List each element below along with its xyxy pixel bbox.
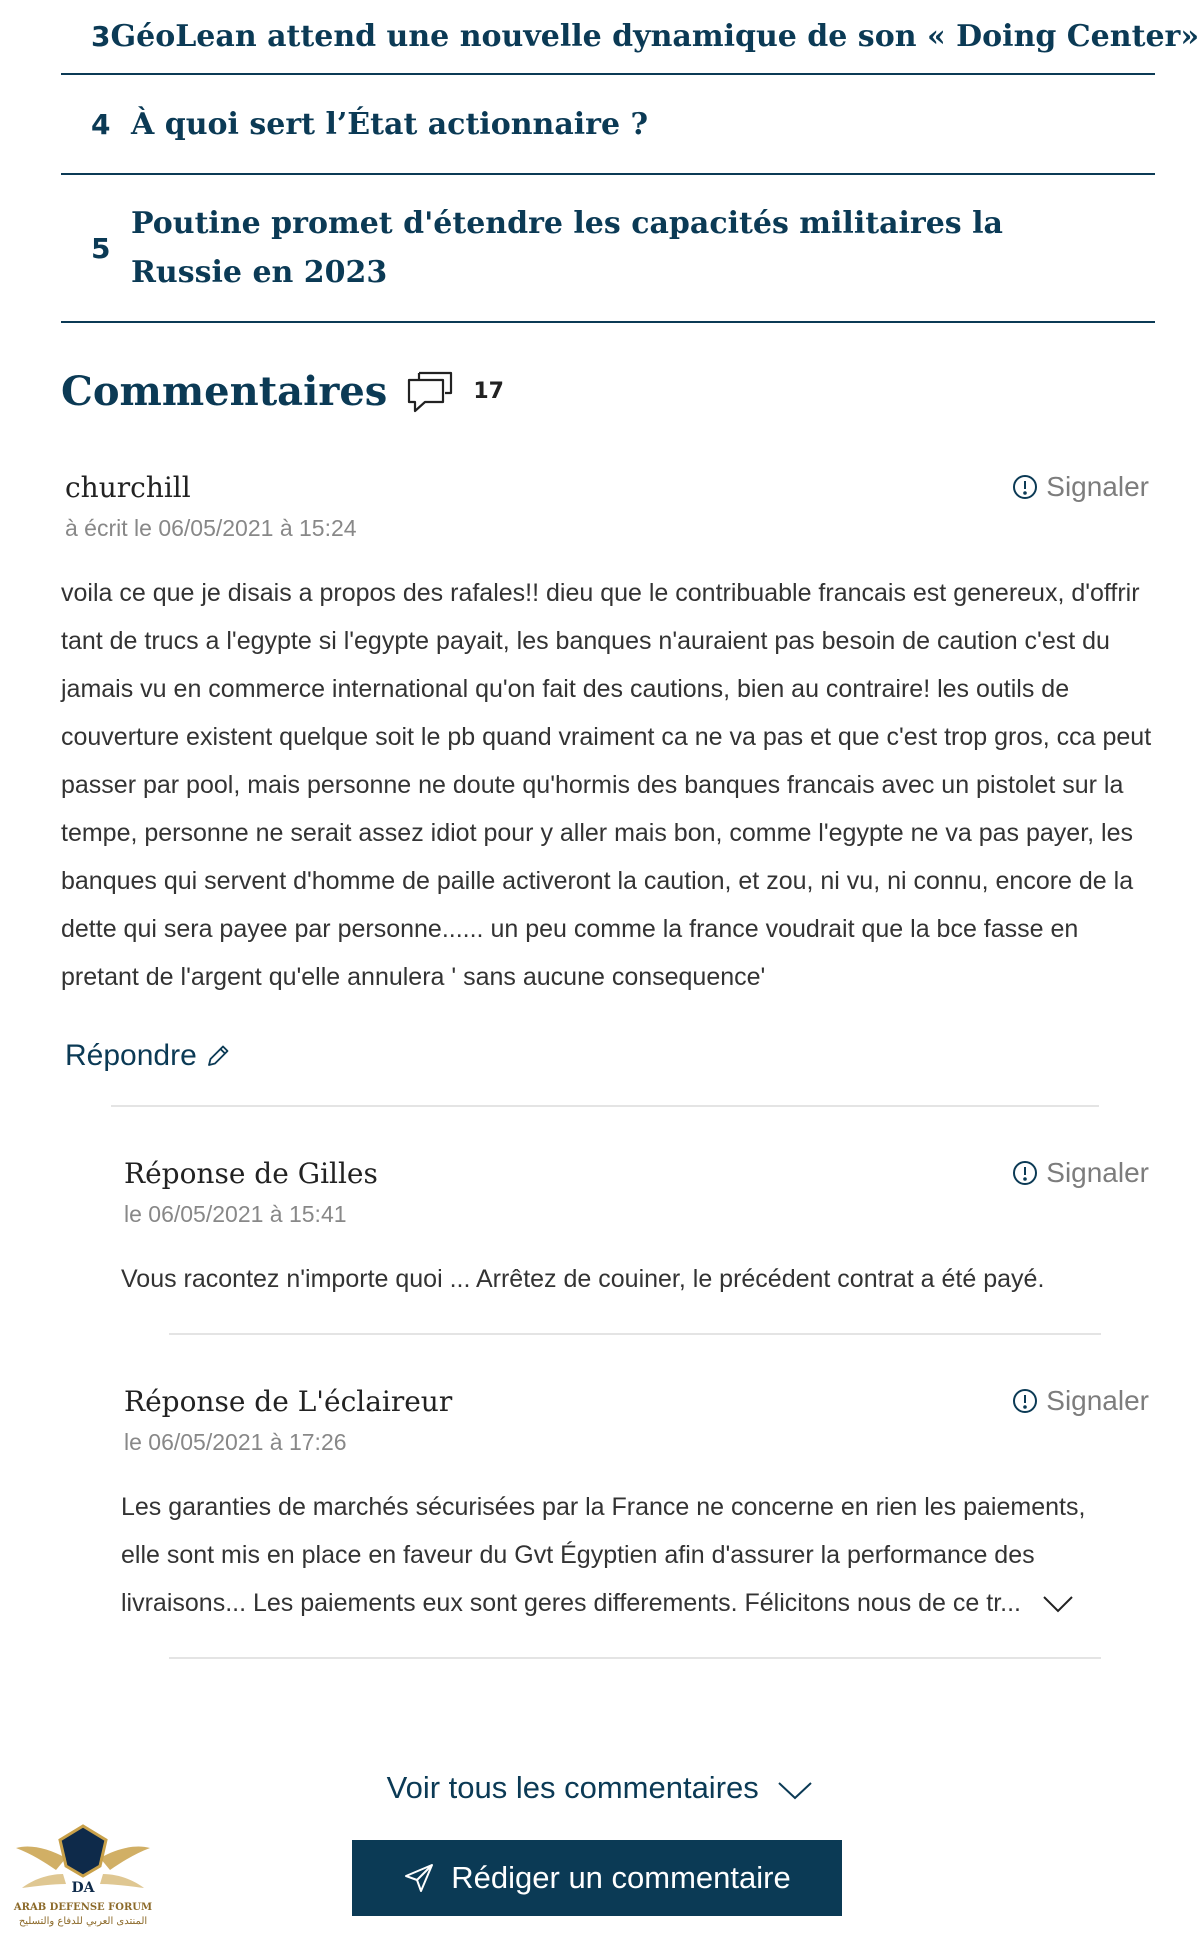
reply-comment [61, 1385, 1155, 1627]
logo-name: ARAB DEFENSE FORUM [13, 1902, 153, 1913]
alert-circle-icon [1012, 1388, 1038, 1414]
comments-header [61, 361, 1155, 421]
comment-date: le 06/05/2021 à 15:41 [124, 1201, 347, 1227]
reply-label: Répondre [65, 1039, 197, 1072]
report-label: Signaler [1046, 1385, 1149, 1416]
alert-circle-icon [1012, 474, 1038, 500]
report-button[interactable] [1012, 471, 1149, 503]
comments-title: Commentaires [61, 367, 388, 415]
report-button[interactable] [1012, 1385, 1149, 1417]
write-comment-button[interactable] [352, 1840, 842, 1916]
comment-text [121, 1483, 1155, 1627]
comment-header [61, 471, 1155, 541]
comments-icon [405, 365, 457, 417]
arab-defense-forum-logo [8, 1818, 158, 1932]
chevron-down-icon [777, 1780, 813, 1800]
logo-arabic: المنتدى العربي للدفاع والتسليح [18, 1916, 148, 1927]
chevron-down-icon[interactable] [1042, 1595, 1074, 1613]
comment-header [61, 1385, 1155, 1455]
most-read-item[interactable] [61, 0, 1200, 75]
item-title-link[interactable]: Poutine promet d'étendre les capacités militaires la Russie en 2023 [131, 206, 1003, 290]
comment-author: churchill [65, 471, 191, 504]
see-all-comments-link[interactable] [0, 1770, 1200, 1806]
divider [169, 1657, 1101, 1659]
comment-header [61, 1157, 1155, 1227]
item-number: 3 [91, 20, 111, 53]
comment-text: Vous racontez n'importe quoi ... Arrêtez de couiner, le précédent contrat a été payé. [121, 1265, 1045, 1293]
logo-initials: DA [71, 1880, 95, 1896]
item-number: 5 [91, 231, 111, 265]
most-read-list [61, 0, 1200, 323]
reply-button[interactable] [65, 1039, 231, 1073]
pencil-icon [205, 1043, 231, 1069]
comment-text: voila ce que je disais a propos des rafales!! dieu que le contribuable francais est genereux, d'offrir tant de trucs a l'egypte si l'egypte payait, les banques n'auraient pas besoin de caution c'est du jamais vu en commerce international qu'on fait des cautions, bien au contraire! les outils de couverture existent quelque soit le pb quand vraiment ca ne va pas et que c'est trop gros, cca peut passer par pool, mais personne ne doute qu'hormis des banques francais avec un pistolet sur la tempe, personne ne serait assez idiot pour y aller mais bon, comme l'egypte ne va pas payer, les banques qui servent d'homme de paille activeront la caution, et zou, ni vu, ni connu, encore de la dette qui sera payee par personne...... un peu comme la france voudrait que la bce fasse en pretant de l'argent qu'elle annulera ' sans aucune consequence' [61, 579, 1152, 991]
write-comment-label: Rédiger un commentaire [451, 1860, 791, 1895]
report-button[interactable] [1012, 1157, 1149, 1189]
most-read-item[interactable] [61, 75, 1155, 175]
report-label: Signaler [1046, 471, 1149, 502]
reply-comment [61, 1157, 1155, 1303]
item-number: 4 [91, 107, 111, 141]
item-title-link[interactable]: À quoi sert l’État actionnaire ? [131, 106, 649, 142]
divider [169, 1333, 1101, 1335]
comment-date: le 06/05/2021 à 17:26 [124, 1429, 347, 1455]
comment [61, 471, 1155, 1073]
comment-author: Réponse de Gilles [124, 1157, 378, 1190]
comment-text-truncated: Les garanties de marchés sécurisées par la France ne concerne en rien les paiements, elle sont mis en place en faveur du Gvt Égyptien afin d'assurer la performance des livraisons... Les paiements eux sont geres differements. Félicitons nous de ce tr... [121, 1493, 1086, 1617]
item-title-link[interactable]: GéoLean attend une nouvelle dynamique de son « Doing Center» [110, 19, 1200, 54]
comment-date: à écrit le 06/05/2021 à 15:24 [65, 515, 357, 541]
comment-author: Réponse de L'éclaireur [124, 1385, 453, 1418]
comments-count: 17 [473, 378, 504, 404]
page-content [61, 0, 1200, 1659]
see-all-label: Voir tous les commentaires [386, 1770, 759, 1805]
most-read-item[interactable] [61, 175, 1155, 323]
alert-circle-icon [1012, 1160, 1038, 1186]
send-icon [403, 1862, 435, 1894]
report-label: Signaler [1046, 1157, 1149, 1188]
divider [111, 1105, 1099, 1107]
